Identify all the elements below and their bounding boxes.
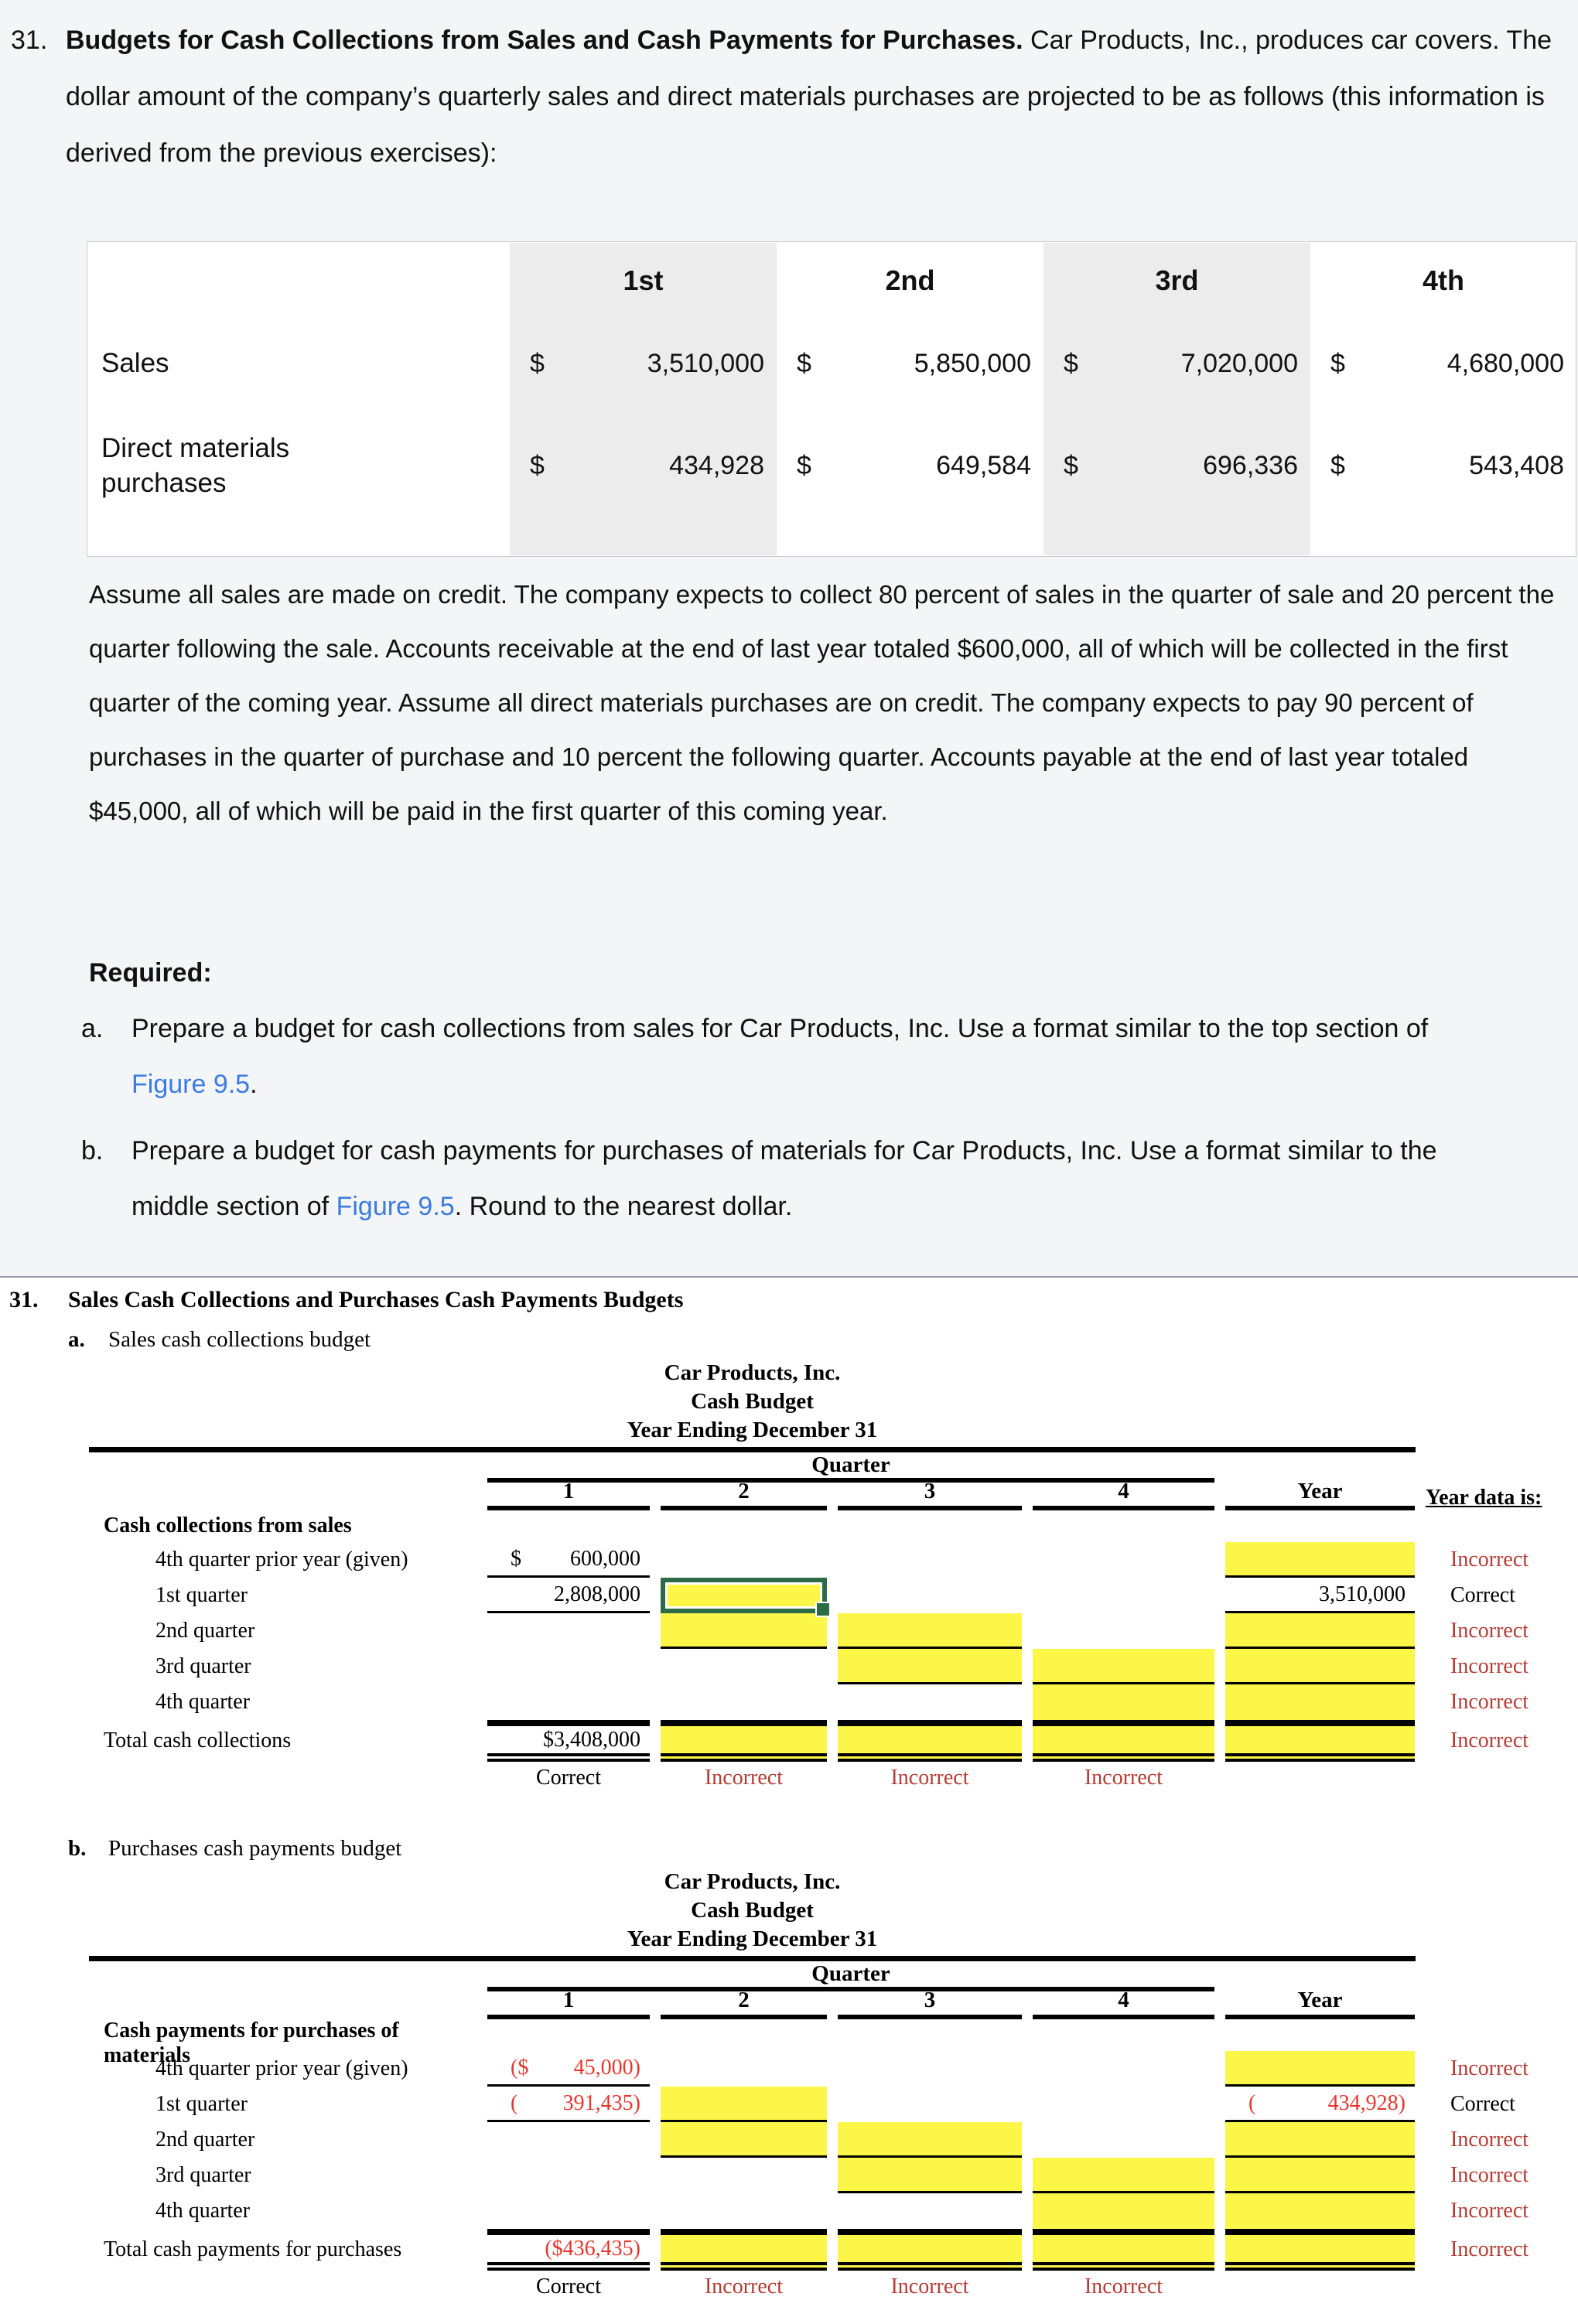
row-label: 4th quarter prior year (given) (155, 2056, 408, 2080)
col-header-3: 3 (838, 1988, 1022, 2019)
cell-q2-input[interactable] (661, 1613, 827, 1649)
cell-q2[interactable] (661, 2193, 827, 2229)
table-header-row (87, 242, 1576, 319)
cell-q3[interactable] (838, 2051, 1022, 2087)
cell-q3[interactable] (838, 2087, 1022, 2122)
cell-q4-input[interactable] (1033, 1684, 1214, 1720)
item-text-after: . (250, 1070, 258, 1099)
value: 45,000) (573, 2055, 640, 2080)
value: 2,808,000 (554, 1582, 640, 1606)
status-label: Incorrect (1450, 2163, 1529, 2187)
col4-status: Incorrect (1084, 1766, 1163, 1790)
value: 7,020,000 (1180, 348, 1298, 378)
row-label: 2nd quarter (155, 1619, 255, 1643)
table-row-direct-materials (87, 408, 1576, 524)
total-label: Total cash payments for purchases (104, 2237, 402, 2261)
budget-titles (89, 1359, 1416, 1445)
value: 543,408 (1469, 450, 1564, 480)
cell-q3-input[interactable] (838, 2158, 1022, 2193)
cell-q4[interactable] (1033, 2122, 1214, 2158)
currency-symbol: $ (1330, 450, 1345, 480)
col-header-1: 1 (487, 1479, 650, 1510)
currency-prefix: $ (511, 1546, 521, 1571)
quarter-label: Quarter (487, 1452, 1214, 1483)
cell-year-input[interactable] (1225, 2193, 1415, 2229)
sales-q4 (1310, 319, 1576, 408)
required-label: Required: (89, 958, 212, 988)
paren-prefix: ( (511, 2090, 518, 2115)
problem-statement (11, 12, 1570, 238)
cell-year[interactable] (1225, 1578, 1415, 1613)
dm-q4 (1310, 408, 1576, 524)
figure-9-5-link[interactable]: Figure 9.5 (132, 1070, 251, 1099)
cell-q3-input[interactable] (838, 2122, 1022, 2158)
value: $3,408,000 (543, 1727, 640, 1752)
part-letter: b. (68, 1836, 87, 1861)
col-header-1st: 1st (623, 264, 664, 296)
sales-q1 (510, 319, 777, 408)
quarter-header-row (89, 1452, 1566, 1479)
section-label-row (89, 2019, 1566, 2067)
total-label: Total cash collections (104, 1728, 292, 1752)
cell-q1[interactable] (487, 2051, 650, 2087)
col-header-1: 1 (487, 1988, 650, 2019)
col-header-4th: 4th (1423, 264, 1464, 296)
selected-cell-fill (668, 1585, 820, 1606)
cell-q3-input[interactable] (838, 1649, 1022, 1684)
cell-q1[interactable] (487, 2158, 650, 2193)
cell-q2[interactable] (661, 2158, 827, 2193)
status-label: Incorrect (1450, 1548, 1529, 1572)
cell-q3[interactable] (838, 1542, 1022, 1578)
row-4th-quarter-prior-year (89, 2051, 1566, 2087)
row-2nd-quarter (89, 2122, 1566, 2158)
item-letter: b. (81, 1136, 104, 1165)
part-a-label (68, 1327, 1578, 1353)
solution-heading (9, 1287, 1578, 1313)
row-1st-quarter (89, 2087, 1566, 2122)
cell-year-input[interactable] (1225, 2051, 1415, 2087)
row-total-cash-collections (89, 1720, 1566, 1762)
cell-year-input[interactable] (1225, 2122, 1415, 2158)
status-label: Incorrect (1450, 1654, 1529, 1678)
row-label: 4th quarter prior year (given) (155, 1548, 408, 1572)
part-b-label (68, 1836, 1578, 1862)
cell-q1[interactable] (487, 1578, 650, 1613)
cell-q1[interactable] (487, 1613, 650, 1649)
cell-q2-total-input[interactable] (661, 1720, 827, 1762)
dm-q1 (510, 408, 777, 524)
part-title: Sales cash collections budget (108, 1327, 371, 1352)
cell-q3-total-input[interactable] (838, 2229, 1022, 2271)
cell-year-input[interactable] (1225, 1542, 1415, 1578)
currency-symbol: $ (1064, 348, 1078, 378)
table-row-sales (87, 319, 1576, 408)
col-header-2: 2 (661, 1988, 827, 2019)
problem-intro-text: Car Products, Inc., produces car covers. The dollar amount of the company’s quarterly sales and direct materials purchases are projected to be as follows (this information is derived from the previous exercises): (66, 26, 1552, 168)
cell-q3-input[interactable] (838, 1613, 1022, 1649)
col1-status: Correct (536, 1766, 601, 1790)
dm-q2 (777, 408, 1043, 524)
cell-q1[interactable] (487, 1649, 650, 1684)
row-3rd-quarter (89, 1649, 1566, 1684)
dm-q3 (1043, 408, 1310, 524)
value: 434,928) (1327, 2090, 1406, 2115)
row-1st-quarter (89, 1578, 1566, 1613)
sales-q3 (1043, 319, 1310, 408)
col1-status: Correct (536, 2275, 601, 2298)
year-data-label: Year data is: (1426, 1486, 1542, 1510)
col-header-2: 2 (661, 1479, 827, 1510)
value: 391,435) (562, 2090, 640, 2115)
statement-title: Cash Budget (691, 1898, 814, 1923)
statement-title: Cash Budget (691, 1389, 814, 1414)
budget-titles (89, 1868, 1416, 1954)
paren-prefix: ( (1248, 2090, 1256, 2115)
sales-q2 (777, 319, 1043, 408)
row-label: 1st quarter (155, 1583, 248, 1607)
cell-q4[interactable] (1033, 1578, 1214, 1613)
value: 649,584 (936, 450, 1031, 480)
cell-q4[interactable] (1033, 2051, 1214, 2087)
quarterly-projections-table (87, 241, 1576, 557)
cell-q1[interactable] (487, 1542, 650, 1578)
status-label: Incorrect (1450, 2128, 1529, 2152)
row-total-cash-payments (89, 2229, 1566, 2271)
cell-year-total-input[interactable] (1225, 1720, 1415, 1762)
status-label: Correct (1450, 1583, 1515, 1607)
row-label: 1st quarter (155, 2092, 248, 2116)
row-label: 4th quarter (155, 2199, 251, 2223)
cell-q3-total-input[interactable] (838, 1720, 1022, 1762)
col-header-4: 4 (1033, 1479, 1214, 1510)
status-label: Incorrect (1450, 1690, 1529, 1714)
cell-q2[interactable] (661, 1649, 827, 1684)
cell-q2-total-input[interactable] (661, 2229, 827, 2271)
solution-section (0, 1279, 1578, 2324)
status-label: Incorrect (1450, 2237, 1529, 2261)
cell-q2-input[interactable] (661, 2087, 827, 2122)
row-4th-quarter (89, 1684, 1566, 1720)
problem-title: Budgets for Cash Collections from Sales and Cash Payments for Purchases. (66, 26, 1023, 55)
row-4th-quarter (89, 2193, 1566, 2229)
currency-symbol: $ (797, 348, 811, 378)
section-label: Cash payments for purchases of materials (104, 2019, 399, 2067)
column-status-row (89, 2271, 1566, 2303)
currency-symbol: $ (1064, 450, 1078, 480)
value: 3,510,000 (647, 348, 764, 378)
quarter-header-row (89, 1961, 1566, 1988)
value: 696,336 (1203, 450, 1298, 480)
row-label: 2nd quarter (155, 2128, 255, 2152)
section-label: Cash collections from sales (104, 1514, 352, 1537)
cell-q1[interactable] (487, 2122, 650, 2158)
value: 600,000 (570, 1546, 640, 1571)
row-label: 4th quarter (155, 1690, 251, 1714)
item-text-before: Prepare a budget for cash payments for purchases of materials for Car Products, Inc. Use a format similar to the middle section of (132, 1136, 1437, 1221)
row-3rd-quarter (89, 2158, 1566, 2193)
cell-q4[interactable] (1033, 1542, 1214, 1578)
part-title: Purchases cash payments budget (108, 1836, 402, 1861)
col3-status: Incorrect (890, 1766, 969, 1790)
item-text (132, 1123, 1446, 1234)
currency-symbol: $ (797, 450, 811, 480)
col-header-4: 4 (1033, 1988, 1214, 2019)
cell-q4-input[interactable] (1033, 2193, 1214, 2229)
status-label: Incorrect (1450, 1728, 1529, 1752)
value: ($436,435) (545, 2236, 640, 2261)
cell-q4-total-input[interactable] (1033, 1720, 1214, 1762)
company-name: Car Products, Inc. (664, 1360, 841, 1385)
period-title: Year Ending December 31 (627, 1926, 878, 1951)
col-header-2nd: 2nd (885, 264, 935, 296)
cell-year-input[interactable] (1225, 2158, 1415, 2193)
currency-symbol: $ (530, 450, 545, 480)
cell-q3[interactable] (838, 1578, 1022, 1613)
row-4th-quarter-prior-year (89, 1542, 1566, 1578)
cell-q2-input[interactable] (661, 2122, 827, 2158)
row-label: Sales (101, 348, 169, 379)
problem-number: 31. (11, 26, 48, 55)
col-header-year: Year (1225, 1988, 1415, 2019)
company-name: Car Products, Inc. (664, 1869, 841, 1894)
row-2nd-quarter (89, 1613, 1566, 1649)
col4-status: Incorrect (1084, 2275, 1163, 2298)
cell-q4[interactable] (1033, 1613, 1214, 1649)
column-status-row (89, 1762, 1566, 1794)
figure-9-5-link[interactable]: Figure 9.5 (336, 1192, 455, 1221)
col-header-year: Year (1225, 1479, 1415, 1510)
col-header-3rd: 3rd (1155, 264, 1199, 296)
empty-header-cell (87, 242, 510, 319)
cell-q2[interactable] (661, 1542, 827, 1578)
value: 5,850,000 (914, 348, 1031, 378)
item-text-before: Prepare a budget for cash collections from sales for Car Products, Inc. Use a format similar to the top section of (132, 1014, 1429, 1043)
cell-q2[interactable] (661, 1684, 827, 1720)
cell-q1[interactable] (487, 2193, 650, 2229)
cell-year-input[interactable] (1225, 1613, 1415, 1649)
cash-collections-budget-table (89, 1359, 1566, 1794)
status-label: Incorrect (1450, 1619, 1529, 1643)
value: 3,510,000 (1319, 1582, 1406, 1606)
status-label: Correct (1450, 2092, 1515, 2116)
col-header-3: 3 (838, 1479, 1022, 1510)
column-header-row (89, 1479, 1566, 1510)
item-text-after: . Round to the nearest dollar. (454, 1192, 793, 1221)
cell-q4-total-input[interactable] (1033, 2229, 1214, 2271)
column-header-row (89, 1988, 1566, 2019)
cell-q1[interactable] (487, 1684, 650, 1720)
cell-year-input[interactable] (1225, 1684, 1415, 1720)
currency-symbol: $ (530, 348, 545, 378)
cell-q3[interactable] (838, 1684, 1022, 1720)
cell-year-total-input[interactable] (1225, 2229, 1415, 2271)
cell-q2-selected-input[interactable] (661, 1578, 827, 1613)
period-title: Year Ending December 31 (627, 1418, 878, 1442)
value: 434,928 (669, 450, 764, 480)
cell-q2[interactable] (661, 2051, 827, 2087)
row-label: Direct materials purchases (101, 432, 290, 498)
cell-year[interactable] (1225, 2087, 1415, 2122)
section-label-row (89, 1510, 1566, 1542)
cell-year-input[interactable] (1225, 1649, 1415, 1684)
item-letter: a. (81, 1014, 104, 1043)
top-rule (89, 1447, 1416, 1452)
assumptions-paragraph: Assume all sales are made on credit. The company expects to collect 80 percent of sales in the quarter of sale and 20 percent the quarter following the sale. Accounts receivable at the end of last year totaled $600,000, all of which will be collected in the first quarter of the coming year. Assume all direct materials purchases are on credit. The company expects to pay 90 percent of purchases in the quarter of purchase and 10 percent the following quarter. Accounts payable at the end of last year totaled $45,000, all of which will be paid in the first quarter of this coming year. (89, 580, 1555, 825)
col2-status: Incorrect (704, 2275, 784, 2298)
cell-q4-input[interactable] (1033, 2158, 1214, 2193)
row-label: 3rd quarter (155, 1654, 251, 1678)
top-rule (89, 1956, 1416, 1961)
status-label: Incorrect (1450, 2199, 1529, 2223)
quarter-label: Quarter (487, 1961, 1214, 1991)
item-text (132, 1001, 1446, 1112)
required-item-a (81, 1001, 1578, 1112)
cell-q1[interactable] (487, 2087, 650, 2122)
required-item-b (81, 1123, 1578, 1234)
cell-q1-total[interactable] (487, 2229, 650, 2271)
cell-q1-total[interactable] (487, 1720, 650, 1762)
paren-prefix: ($ (511, 2055, 529, 2080)
cash-payments-budget-table (89, 1868, 1566, 2303)
col2-status: Incorrect (704, 1766, 784, 1790)
cell-q4-input[interactable] (1033, 1649, 1214, 1684)
value: 4,680,000 (1446, 348, 1564, 378)
status-label: Incorrect (1450, 2056, 1529, 2080)
col3-status: Incorrect (890, 2275, 969, 2298)
currency-symbol: $ (1330, 348, 1345, 378)
cell-q4[interactable] (1033, 2087, 1214, 2122)
problem-intro (66, 12, 1570, 238)
cell-q3[interactable] (838, 2193, 1022, 2229)
solution-number: 31. (9, 1287, 39, 1312)
part-letter: a. (68, 1327, 85, 1352)
solution-title: Sales Cash Collections and Purchases Cash Payments Budgets (68, 1287, 684, 1312)
row-label: 3rd quarter (155, 2163, 251, 2187)
